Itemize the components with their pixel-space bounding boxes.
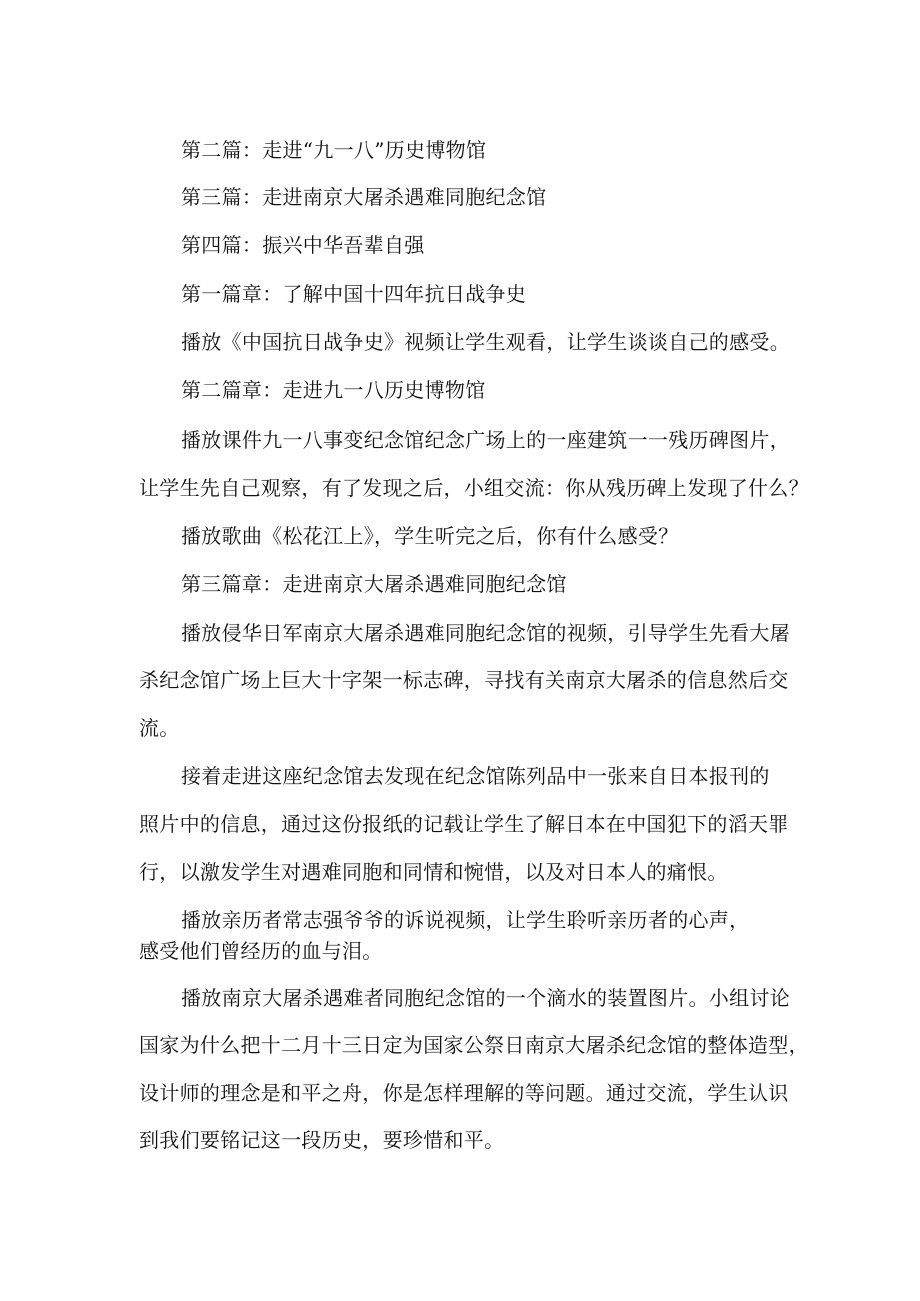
paragraph-line: 播放南京大屠杀遇难者同胞纪念馆的一个滴水的装置图片。小组讨论 — [181, 986, 790, 1010]
section-heading: 第三篇：走进南京大屠杀遇难同胞纪念馆 — [181, 185, 547, 209]
paragraph-line: 播放歌曲《松花江上》，学生听完之后，你有什么感受？ — [181, 524, 679, 548]
chapter-heading: 第一篇章：了解中国十四年抗日战争史 — [181, 282, 527, 306]
paragraph-line: 播放课件九一八事变纪念馆纪念广场上的一座建筑一一残历碑图片， — [181, 428, 790, 452]
paragraph-line: 设计师的理念是和平之舟，你是怎样理解的等问题。通过交流，学生认识 — [139, 1081, 789, 1105]
paragraph-line: 照片中的信息，通过这份报纸的记载让学生了解日本在中国犯下的滔天罪 — [139, 812, 789, 836]
paragraph-line: 行，以激发学生对遇难同胞和同情和惋惜，以及对日本人的痛恨。 — [139, 860, 728, 884]
paragraph-line: 让学生先自己观察，有了发现之后，小组交流：你从残历碑上发现了什么？ — [139, 476, 809, 500]
paragraph-line: 国家为什么把十二月十三日定为国家公祭日南京大屠杀纪念馆的整体造型， — [139, 1033, 809, 1057]
chapter-heading: 第二篇章：走进九一八历史博物馆 — [181, 378, 486, 402]
paragraph-line: 流。 — [139, 716, 180, 740]
paragraph-line: 播放《中国抗日战争史》视频让学生观看，让学生谈谈自己的感受。 — [181, 330, 790, 354]
section-heading: 第二篇：走进“九一八”历史博物馆 — [181, 138, 487, 162]
paragraph-line: 播放侵华日军南京大屠杀遇难同胞纪念馆的视频，引导学生先看大屠 — [181, 621, 790, 645]
chapter-heading: 第三篇章：走进南京大屠杀遇难同胞纪念馆 — [181, 572, 567, 596]
section-heading: 第四篇：振兴中华吾辈自强 — [181, 233, 425, 257]
paragraph-line: 感受他们曾经历的血与泪。 — [139, 939, 383, 963]
paragraph-line: 到我们要铭记这一段历史，要珍惜和平。 — [139, 1128, 505, 1152]
paragraph-line: 播放亲历者常志强爷爷的诉说视频，让学生聆听亲历者的心声， — [181, 908, 750, 932]
paragraph-line: 接着走进这座纪念馆去发现在纪念馆陈列品中一张来自日本报刊的 — [181, 764, 770, 788]
paragraph-line: 杀纪念馆广场上巨大十字架一标志碑，寻找有关南京大屠杀的信息然后交 — [139, 668, 789, 692]
